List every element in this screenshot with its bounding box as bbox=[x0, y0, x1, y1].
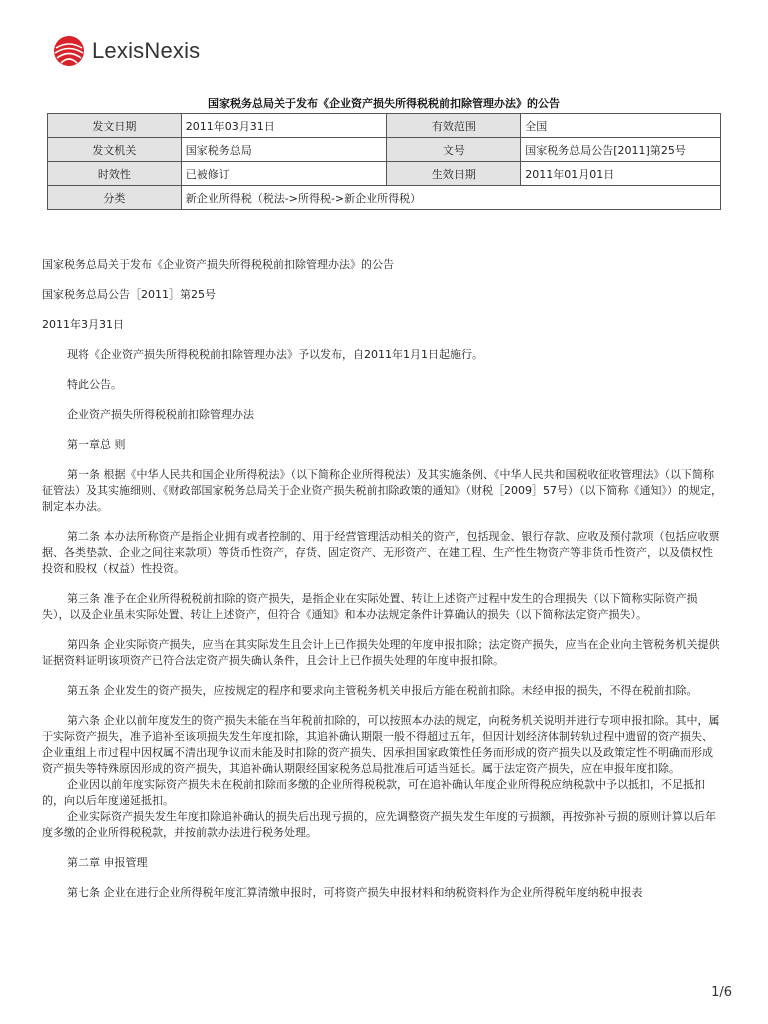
chapter-heading: 第二章 申报管理 bbox=[67, 856, 148, 869]
body-heading: 国家税务总局关于发布《企业资产损失所得税税前扣除管理办法》的公告 bbox=[42, 258, 394, 271]
article: 第二条 本办法所称资产是指企业拥有或者控制的、用于经营管理活动相关的资产，包括现金、银行存款、应收及预付款项（包括应收票据、各类垫款、企业之间往来款项）等货币性资产，存货、固定资产、无形资产、在建工程、生产性生物资产等非货币性资产，以及债权性投资和股权（权益）性投资。 bbox=[42, 530, 720, 575]
article: 企业因以前年度实际资产损失未在税前扣除而多缴的企业所得税税款，可在追补确认年度企业所得税应纳税款中予以抵扣，不足抵扣的，向以后年度递延抵扣。 bbox=[42, 778, 705, 807]
chapter-heading: 第一章总 则 bbox=[67, 438, 126, 451]
validity-value: 已被修订 bbox=[181, 162, 387, 186]
doc-no-label: 文号 bbox=[387, 138, 521, 162]
issue-date-label: 发文日期 bbox=[48, 114, 182, 138]
document-body bbox=[42, 257, 722, 901]
page-number: 1/6 bbox=[711, 985, 732, 1000]
table-row bbox=[48, 162, 721, 186]
doc-no-value: 国家税务总局公告[2011]第25号 bbox=[521, 138, 721, 162]
issuer-label: 发文机关 bbox=[48, 138, 182, 162]
issue-date-value: 2011年03月31日 bbox=[181, 114, 387, 138]
article: 第四条 企业实际资产损失，应当在其实际发生且会计上已作损失处理的年度申报扣除；法定资产损失，应当在企业向主管税务机关提供证据资料证明该项资产已符合法定资产损失确认条件，且会计上已作损失处理的年度申报扣除。 bbox=[42, 638, 720, 667]
table-row bbox=[48, 138, 721, 162]
validity-label: 时效性 bbox=[48, 162, 182, 186]
category-value: 新企业所得税（税法->所得税->新企业所得税） bbox=[181, 186, 720, 210]
article: 第七条 企业在进行企业所得税年度汇算清缴申报时，可将资产损失申报材料和纳税资料作为企业所得税年度纳税申报表 bbox=[67, 886, 643, 899]
issuer-value: 国家税务总局 bbox=[181, 138, 387, 162]
document-title: 国家税务总局关于发布《企业资产损失所得税税前扣除管理办法》的公告 bbox=[208, 97, 560, 110]
lexisnexis-logo bbox=[52, 34, 200, 68]
lexisnexis-sphere-icon bbox=[52, 34, 86, 68]
category-label: 分类 bbox=[48, 186, 182, 210]
effective-date-label: 生效日期 bbox=[387, 162, 521, 186]
article: 第六条 企业以前年度发生的资产损失未能在当年税前扣除的，可以按照本办法的规定，向税务机关说明并进行专项申报扣除。其中，属于实际资产损失，准予追补至该项损失发生年度扣除，其追补确认期限一般不得超过五年，但因计划经济体制转轨过程中遗留的资产损失、企业重组上市过程中因权属不清出现争议而未能及时扣除的资产损失、因承担国家政策性任务而形成的资产损失以及政策定性不明确而形成资产损失等特殊原因形成的资产损失，其追补确认期限经国家税务总局批准后可适当延长。属于法定资产损失，应在申报年度扣除。 bbox=[42, 714, 720, 775]
metadata-table bbox=[47, 113, 721, 210]
scope-label: 有效范围 bbox=[387, 114, 521, 138]
measures-title: 企业资产损失所得税税前扣除管理办法 bbox=[67, 408, 254, 421]
table-row bbox=[48, 114, 721, 138]
article: 第五条 企业发生的资产损失，应按规定的程序和要求向主管税务机关申报后方能在税前扣除。未经申报的损失，不得在税前扣除。 bbox=[67, 684, 698, 697]
announcement-number: 国家税务总局公告［2011］第25号 bbox=[42, 288, 216, 301]
effective-date-value: 2011年01月01日 bbox=[521, 162, 721, 186]
paragraph: 现将《企业资产损失所得税税前扣除管理办法》予以发布，自2011年1月1日起施行。 bbox=[67, 348, 483, 361]
announcement-date: 2011年3月31日 bbox=[42, 318, 124, 331]
article: 第一条 根据《中华人民共和国企业所得税法》（以下简称企业所得税法）及其实施条例、《中华人民共和国税收征收管理法》（以下简称征管法）及其实施细则、《财政部国家税务总局关于企业资产损失税前扣除政策的通知》（财税［2009］57号）（以下简称《通知》）的规定，制定本办法。 bbox=[42, 468, 722, 513]
brand-name: LexisNexis bbox=[92, 38, 201, 63]
paragraph: 特此公告。 bbox=[67, 378, 122, 391]
scope-value: 全国 bbox=[521, 114, 721, 138]
article: 第三条 准予在企业所得税税前扣除的资产损失，是指企业在实际处置、转让上述资产过程中发生的合理损失（以下简称实际资产损失），以及企业虽未实际处置、转让上述资产，但符合《通知》和本办法规定条件计算确认的损失（以下简称法定资产损失）。 bbox=[42, 592, 698, 621]
table-row bbox=[48, 186, 721, 210]
article: 企业实际资产损失发生年度扣除追补确认的损失后出现亏损的，应先调整资产损失发生年度的亏损额，再按弥补亏损的原则计算以后年度多缴的企业所得税税款，并按前款办法进行税务处理。 bbox=[42, 810, 716, 839]
